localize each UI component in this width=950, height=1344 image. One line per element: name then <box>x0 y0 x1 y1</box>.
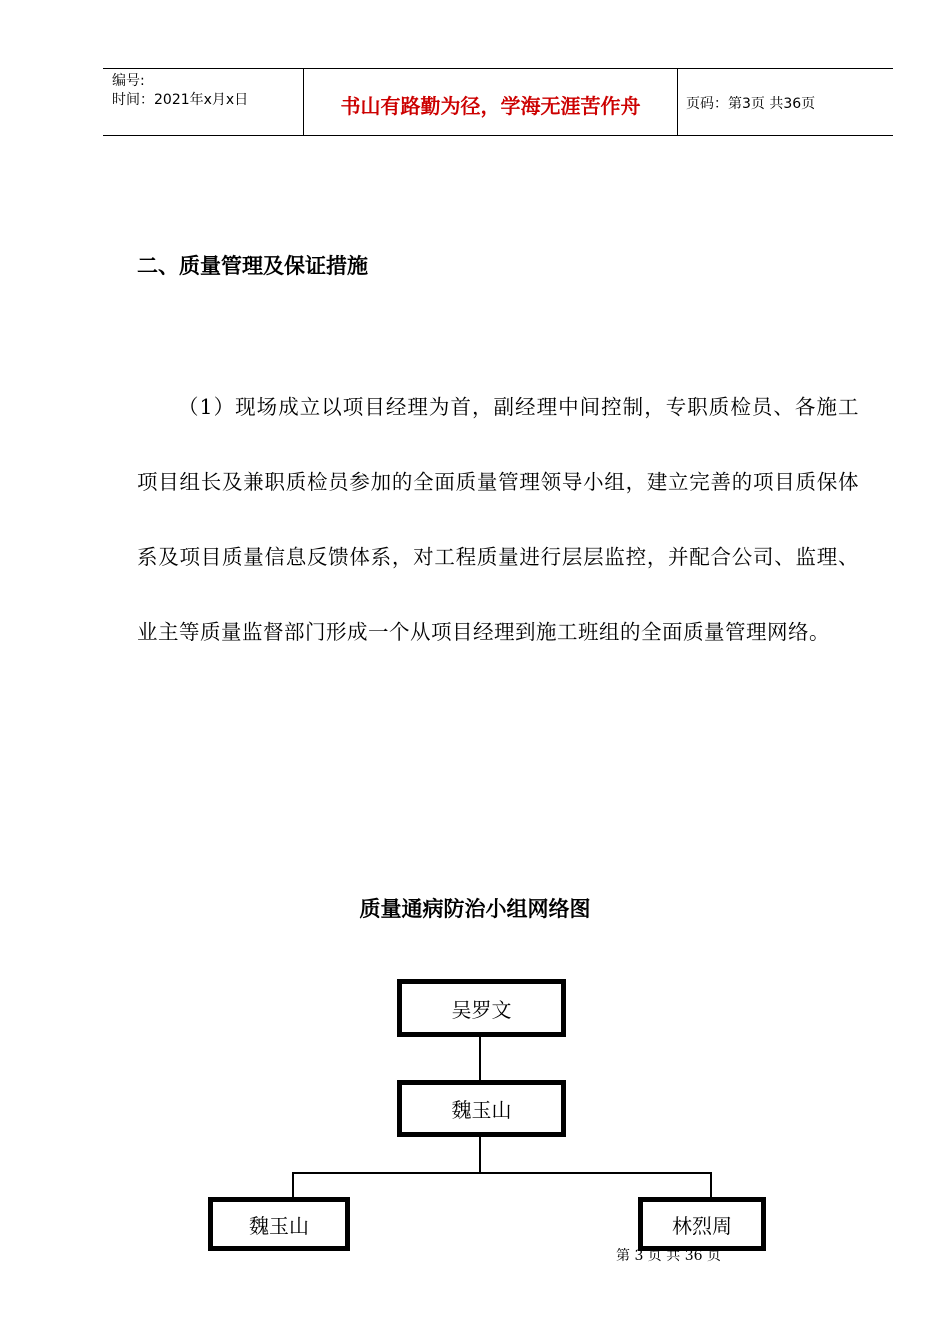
org-node-right <box>638 1197 766 1251</box>
connector-horizontal <box>292 1172 712 1174</box>
connector-top-middle <box>479 1037 481 1080</box>
section-heading: 二、质量管理及保证措施 <box>137 254 368 278</box>
connector-middle-down <box>479 1137 481 1173</box>
org-node-top-label: 吴罗文 <box>451 997 512 1022</box>
body-paragraph: （1）现场成立以项目经理为首，副经理中间控制，专职质检员、各施工项目组长及兼职质检员参加的全面质量管理领导小组，建立完善的项目质保体系及项目质量信息反馈体系，对工程质量进行层层监控，并配合公司、监理、业主等质量监督部门形成一个从项目经理到施工班组的全面质量管理网络。 <box>137 395 859 644</box>
org-node-right-label: 林烈周 <box>672 1213 732 1238</box>
connector-right-down <box>710 1172 712 1197</box>
doc-number-label: 编号: <box>112 73 145 89</box>
header-top-rule <box>103 68 893 69</box>
org-node-middle <box>397 1080 566 1137</box>
org-node-top <box>397 979 566 1037</box>
org-node-left-label: 魏玉山 <box>249 1213 309 1238</box>
header-motto: 书山有路勤为径，学海无涯苦作舟 <box>340 94 641 118</box>
org-node-left <box>208 1197 350 1251</box>
doc-date: 时间：2021年x月x日 <box>112 92 249 108</box>
connector-left-down <box>292 1172 294 1197</box>
page-footer: 第 3 页 共 36 页 <box>616 1248 721 1264</box>
header-divider-right <box>677 68 678 136</box>
header-bottom-rule <box>103 135 893 136</box>
page-info: 页码：第3页 共36页 <box>686 96 816 112</box>
org-chart-title: 质量通病防治小组网络图 <box>359 897 591 921</box>
org-node-middle-label: 魏玉山 <box>451 1098 512 1122</box>
